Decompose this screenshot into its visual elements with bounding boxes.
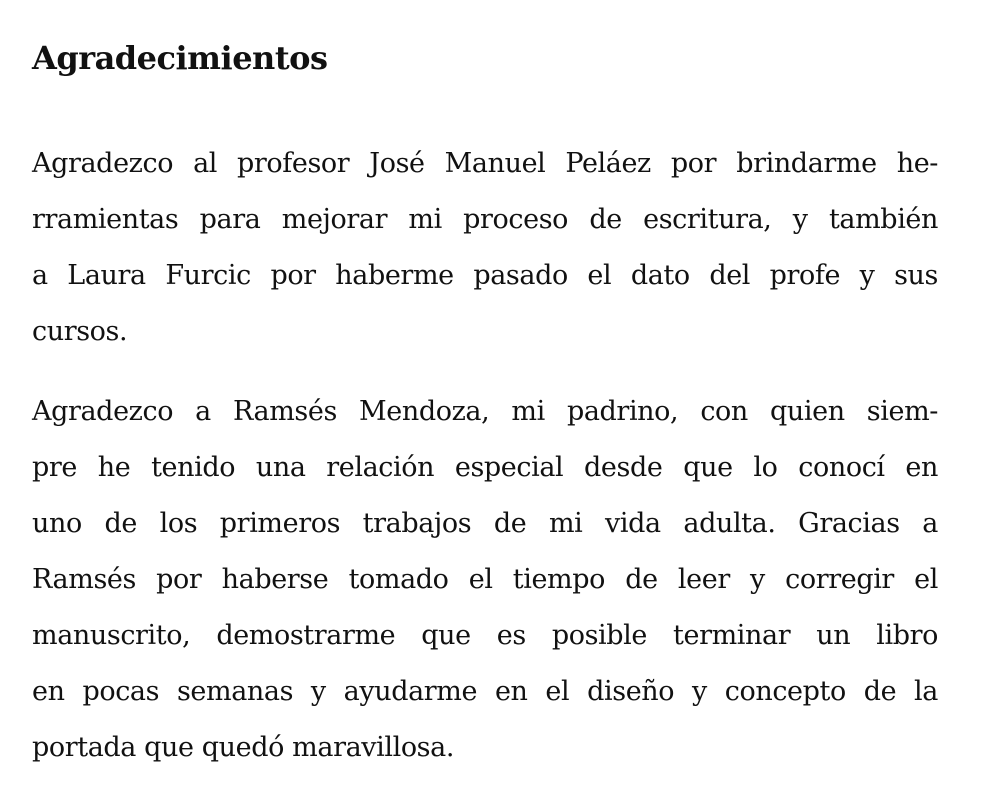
paragraph-line: Ramsés por haberse tomado el tiempo de leer y corregir el bbox=[32, 564, 938, 595]
paragraph-line: Agradezco al profesor José Manuel Peláez por brindarme he- bbox=[32, 148, 938, 179]
paragraph-line: uno de los primeros trabajos de mi vida adulta. Gracias a bbox=[32, 508, 938, 539]
paragraph-line: cursos. bbox=[32, 316, 128, 347]
paragraph-line: en pocas semanas y ayudarme en el diseño y concepto de la bbox=[32, 676, 938, 707]
section-title: Agradecimientos bbox=[32, 39, 328, 77]
paragraph-line: Agradezco a Ramsés Mendoza, mi padrino, con quien siem- bbox=[32, 396, 938, 427]
paragraph-line: manuscrito, demostrarme que es posible terminar un libro bbox=[32, 620, 938, 651]
paragraph-line: pre he tenido una relación especial desde que lo conocí en bbox=[32, 452, 938, 483]
paragraph-line: rramientas para mejorar mi proceso de escritura, y también bbox=[32, 204, 938, 235]
paragraph-line: a Laura Furcic por haberme pasado el dato del profe y sus bbox=[32, 260, 938, 291]
paragraph-1 bbox=[32, 136, 938, 360]
paragraph-line: portada que quedó maravillosa. bbox=[32, 732, 455, 763]
paragraph-2 bbox=[32, 384, 938, 776]
